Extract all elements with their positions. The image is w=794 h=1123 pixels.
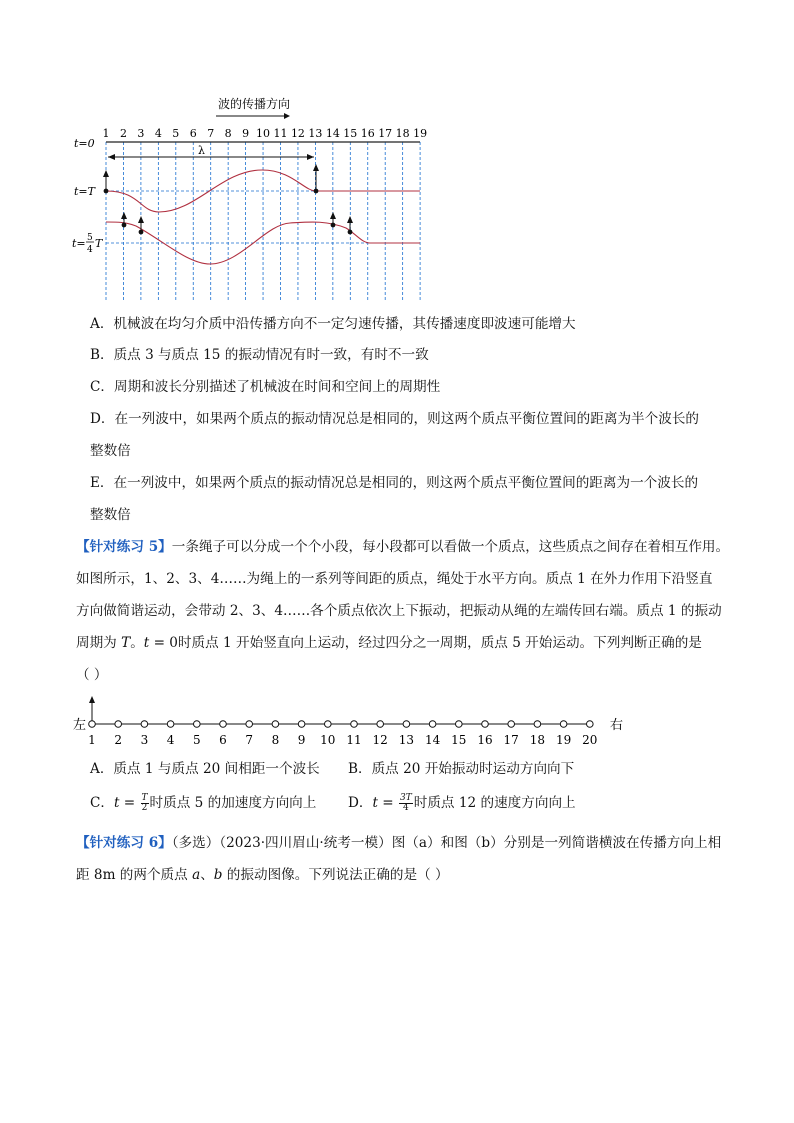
rope-particle [456, 721, 463, 728]
start-arrowhead [89, 696, 95, 703]
practice6-var-b: b [213, 867, 223, 883]
practice5-period-var: T [121, 635, 131, 651]
point-number: 16 [360, 127, 375, 140]
practice6-var-a: a [192, 867, 201, 883]
label-left: 左 [73, 718, 87, 733]
rope-particle [167, 721, 174, 728]
point-number-row [103, 127, 428, 140]
practice5-line4-b: 。 [130, 635, 144, 651]
rope-particle-number: 12 [372, 733, 388, 747]
rope-particle [220, 721, 227, 728]
label-tT: t=T [74, 185, 95, 198]
direction-arrow-head [284, 113, 290, 119]
rope-particle [482, 721, 489, 728]
point-number: 17 [378, 127, 393, 140]
option-c-q5-suffix: 时质点 5 的加速度方向向上 [149, 795, 317, 811]
rope-particle-number: 18 [529, 733, 546, 747]
practice5-answer-blank: （ ） [76, 667, 108, 683]
rope-particle-number: 1 [88, 733, 96, 747]
option-b-q1: B．质点 3 与质点 15 的振动情况有时一致，有时不一致 [90, 347, 429, 363]
rope-particle [141, 721, 148, 728]
rope-particle [325, 721, 332, 728]
rope-particle-number: 8 [271, 733, 280, 747]
wave-propagation-figure [70, 92, 430, 307]
point-number: 4 [154, 127, 162, 140]
option-d-q5-den: 4 [403, 803, 409, 813]
option-c-q5-num: T [141, 793, 148, 803]
option-d-q5-num: 3T [400, 793, 412, 803]
rope-particle-number: 20 [582, 733, 598, 747]
point-number: 7 [207, 127, 215, 140]
option-c-q5-eq: = [119, 795, 140, 811]
rope-particle-number: 5 [192, 733, 201, 747]
rope-particle-number: 2 [114, 733, 123, 747]
rope-particle [89, 721, 96, 728]
point-number: 5 [172, 127, 180, 140]
rope-particle [246, 721, 253, 728]
rope-particle-number: 17 [503, 733, 519, 747]
point-number: 1 [102, 127, 110, 140]
rope-particles-figure [70, 688, 630, 748]
rope-particle [534, 721, 541, 728]
rope-particle-number: 6 [219, 733, 227, 747]
rope-particle [194, 721, 201, 728]
option-d-q5-fraction [399, 794, 413, 813]
option-e-q1-line2: 整数倍 [90, 507, 131, 523]
rope-particle [377, 721, 384, 728]
rope-particle [560, 721, 567, 728]
option-c-q5-var: t [114, 795, 120, 811]
practice6-tag: 【针对练习 6】 [76, 835, 172, 851]
practice5-line4 [76, 633, 702, 653]
practice5-line1 [76, 537, 729, 557]
practice5-text1: 一条绳子可以分成一个个小段，每小段都可以看做一个质点，这些质点之间存在着相互作用。 [171, 539, 730, 555]
rope-particle-number: 15 [451, 733, 467, 747]
option-a-q5: A．质点 1 与质点 20 间相距一个波长 [90, 761, 320, 777]
point-number: 6 [189, 127, 197, 140]
point-number: 13 [308, 127, 323, 140]
rope-particle-number: 9 [297, 733, 306, 747]
option-e-q1-line1: E．在一列波中，如果两个质点的振动情况总是相同的，则这两个质点平衡位置间的距离为一个波长的 [90, 475, 699, 491]
practice5-time-var: t [143, 635, 150, 651]
velocity-arrowhead-15-t54 [347, 216, 353, 223]
rope-particle-number: 19 [555, 733, 572, 747]
practice5-tag: 【针对练习 5】 [76, 539, 172, 555]
rope-particle [298, 721, 305, 728]
point-number: 11 [273, 127, 288, 140]
lambda-label: λ [198, 144, 205, 157]
point-number: 12 [290, 127, 305, 140]
direction-label: 波的传播方向 [218, 97, 291, 111]
velocity-arrowhead-3-t54 [138, 216, 144, 223]
option-d-q1-line1: D．在一列波中，如果两个质点的振动情况总是相同的，则这两个质点平衡位置间的距离为半个波长的 [90, 411, 700, 427]
rope-particle [403, 721, 410, 728]
rope-particle [272, 721, 279, 728]
practice5-line2: 如图所示，1、2、3、4……为绳上的一系列等间距的质点，绳处于水平方向。质点 1 在外力作用下沿竖直 [76, 571, 713, 587]
rope-particle-number: 3 [140, 733, 149, 747]
rope-diagram-svg [70, 688, 630, 748]
option-d-q5 [348, 793, 576, 813]
rope-particle [351, 721, 358, 728]
option-d-q5-eq: = [377, 795, 399, 811]
practice6-line2-sep: 、 [200, 867, 214, 883]
point-number: 10 [256, 127, 271, 140]
practice6-line2-a: 距 8m 的两个质点 [76, 867, 193, 883]
rope-particle [115, 721, 122, 728]
option-d-q5-prefix: D． [348, 795, 373, 811]
practice6-line2 [76, 865, 449, 885]
option-b-q5: B．质点 20 开始振动时运动方向向下 [348, 761, 575, 777]
point-number: 3 [137, 127, 145, 140]
option-c-q5-fraction [141, 794, 149, 813]
practice5-line4-a: 周期为 [76, 635, 122, 651]
label-t54-num: 5 [87, 233, 93, 243]
rope-particle-number: 10 [320, 733, 336, 747]
label-t0: t=0 [74, 137, 95, 150]
velocity-arrowhead-13-tT [313, 164, 319, 171]
lambda-arrow-left [108, 154, 115, 160]
lambda-arrow-right [307, 154, 314, 160]
practice6-text1: （多选）（2023·四川眉山·统考一模）图（a）和图（b）分别是一列简谐横波在传播方向上相 [171, 835, 722, 851]
option-d-q1-line2: 整数倍 [90, 443, 131, 459]
rope-particle-number: 7 [245, 733, 254, 747]
rope-particle-number: 14 [424, 733, 441, 747]
option-c-q1: C．周期和波长分别描述了机械波在时间和空间上的周期性 [90, 379, 441, 395]
wave-diagram-svg [70, 92, 430, 307]
point-number: 2 [119, 127, 127, 140]
rope-particle-number: 11 [346, 733, 362, 747]
option-c-q5 [90, 793, 316, 813]
vertical-dashed-lines [106, 142, 420, 302]
practice6-line1 [76, 833, 721, 853]
point-number: 14 [325, 127, 340, 140]
option-d-q5-var: t [372, 795, 378, 811]
option-c-q5-den: 2 [141, 803, 148, 813]
label-t54-prefix: t= [72, 237, 86, 250]
rope-particle-number: 13 [398, 733, 415, 747]
label-t54-den: 4 [87, 245, 93, 255]
option-a-q1: A．机械波在均匀介质中沿传播方向不一定匀速传播，其传播速度即波速可能增大 [90, 316, 576, 332]
practice5-line3: 方向做简谐运动，会带动 2、3、4……各个质点依次上下振动，把振动从绳的左端传回右端。质点 1 的振动 [76, 603, 722, 619]
option-d-q5-suffix: 时质点 12 的速度方向向上 [413, 795, 576, 811]
point-number: 9 [242, 127, 250, 140]
point-number: 8 [224, 127, 232, 140]
label-t54-suffix: T [95, 237, 103, 250]
velocity-arrowhead-2-t54 [121, 212, 127, 219]
velocity-arrowhead-1-tT [103, 170, 109, 177]
label-right: 右 [610, 718, 624, 733]
rope-particle [587, 721, 594, 728]
velocity-arrowhead-14-t54 [330, 212, 336, 219]
practice6-line2-b: 的振动图像。下列说法正确的是（ ） [222, 867, 449, 883]
option-c-q5-prefix: C． [90, 795, 114, 811]
rope-particles [88, 721, 597, 747]
point-number: 19 [413, 127, 428, 140]
rope-particle [429, 721, 436, 728]
rope-particle [508, 721, 515, 728]
rope-particle-number: 16 [477, 733, 493, 747]
point-number: 18 [395, 127, 410, 140]
rope-particle-number: 4 [166, 733, 175, 747]
practice5-line4-c: = 0时质点 1 开始竖直向上运动，经过四分之一周期，质点 5 开始运动。下列判断正确的是 [149, 635, 702, 651]
point-number: 15 [343, 127, 358, 140]
